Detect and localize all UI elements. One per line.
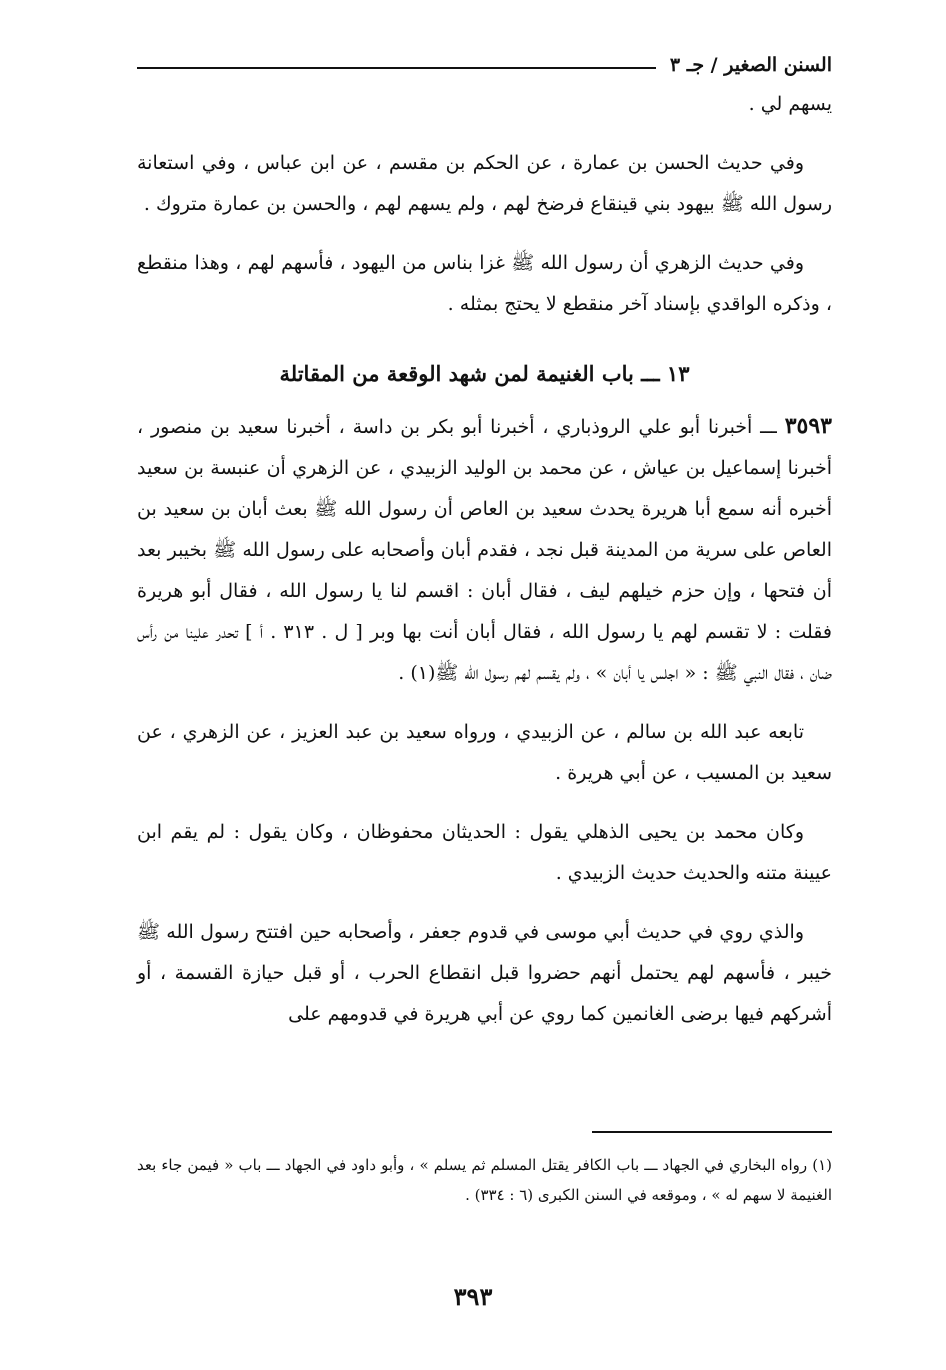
chapter-title: ١٣ ـــ باب الغنيمة لمن شهد الوقعة من المقاتلة bbox=[279, 361, 690, 386]
running-title: السنن الصغير / جـ ٣ bbox=[669, 54, 832, 76]
footnote-rule bbox=[592, 1131, 832, 1133]
paragraph: وفي حديث الحسن بن عمارة ، عن الحكم بن مقسم ، عن ابن عباس ، وفي استعانة رسول الله ﷺ بيهود بني قينقاع فرضخ لهم ، ولم يسهم لهم ، والحسن بن عمارة متروك . bbox=[137, 152, 832, 215]
main-text bbox=[137, 84, 832, 1053]
hadith-paragraph bbox=[137, 406, 832, 694]
paragraph: والذي روي في حديث أبي موسى في قدوم جعفر ، وأصحابه حين افتتح رسول الله ﷺ خيبر ، فأسهم لهم يحتمل أنهم حضروا قبل انقطاع الحرب ، أو قبل حيازة القسمة ، أو أشركهم فيها برضى الغانمين كما روي عن أبي هريرة في قدومهم على bbox=[137, 921, 832, 1025]
hadith-number: ٣٥٩٣ bbox=[784, 413, 832, 439]
footnote-1: (١) رواه البخاري في الجهاد ـــ باب الكافر يقتل المسلم ثم يسلم » ، وأبو داود في الجهاد ـــ باب « فيمن جاء بعد الغنيمة لا سهم له » ، وموقعه في السنن الكبرى (٦ : ٣٣٤) . bbox=[137, 1156, 832, 1204]
hadith-text: ـــ أخبرنا أبو علي الروذباري ، أخبرنا أبو بكر بن داسة ، أخبرنا سعيد بن منصور ، أخبرنا إسماعيل بن عياش ، عن محمد بن الوليد الزبيدي ، عن الزهري أن عنبسة بن سعيد أخبره أنه سمع أبا هريرة يحدث سعيد بن العاص أن رسول الله ﷺ بعث أبان بن سعيد بن العاص على سرية من المدينة قبل نجد ، فقدم أبان وأصحابه على رسول الله ﷺ بخيبر بعد أن فتحها ، وإن حزم خيلهم ليف ، فقال أبان : اقسم لنا يا رسول الله ، فقال أبو هريرة فقلت : لا تقسم لهم يا رسول الله ، فقال أبان أنت بها وبر [ ل . ٣١٣ . أ ] تحدر علينا من رأس ضان ، فقال النبي ﷺ : « اجلس يا أبان » ، ولم يقسم لهم رسول الله ﷺ(١) . bbox=[137, 416, 832, 684]
paragraph-continuation: يسهم لي . bbox=[748, 93, 832, 115]
page-header bbox=[137, 45, 832, 85]
page-number: ٣٩٣ bbox=[453, 1282, 493, 1311]
paragraph: وكان محمد بن يحيى الذهلي يقول : الحديثان محفوظان ، وكان يقول : لم يقم ابن عيينة متنه والحديث حديث الزبيدي . bbox=[137, 821, 832, 884]
footnotes bbox=[137, 1150, 832, 1210]
paragraph: وفي حديث الزهري أن رسول الله ﷺ غزا بناس من اليهود ، فأسهم لهم ، وهذا منقطع ، وذكره الواقدي بإسناد آخر منقطع لا يحتج بمثله . bbox=[137, 252, 832, 315]
paragraph: تابعه عبد الله بن سالم ، عن الزبيدي ، ورواه سعيد بن عبد العزيز ، عن الزهري ، عن سعيد بن المسيب ، عن أبي هريرة . bbox=[137, 721, 832, 784]
header-rule bbox=[137, 67, 656, 69]
